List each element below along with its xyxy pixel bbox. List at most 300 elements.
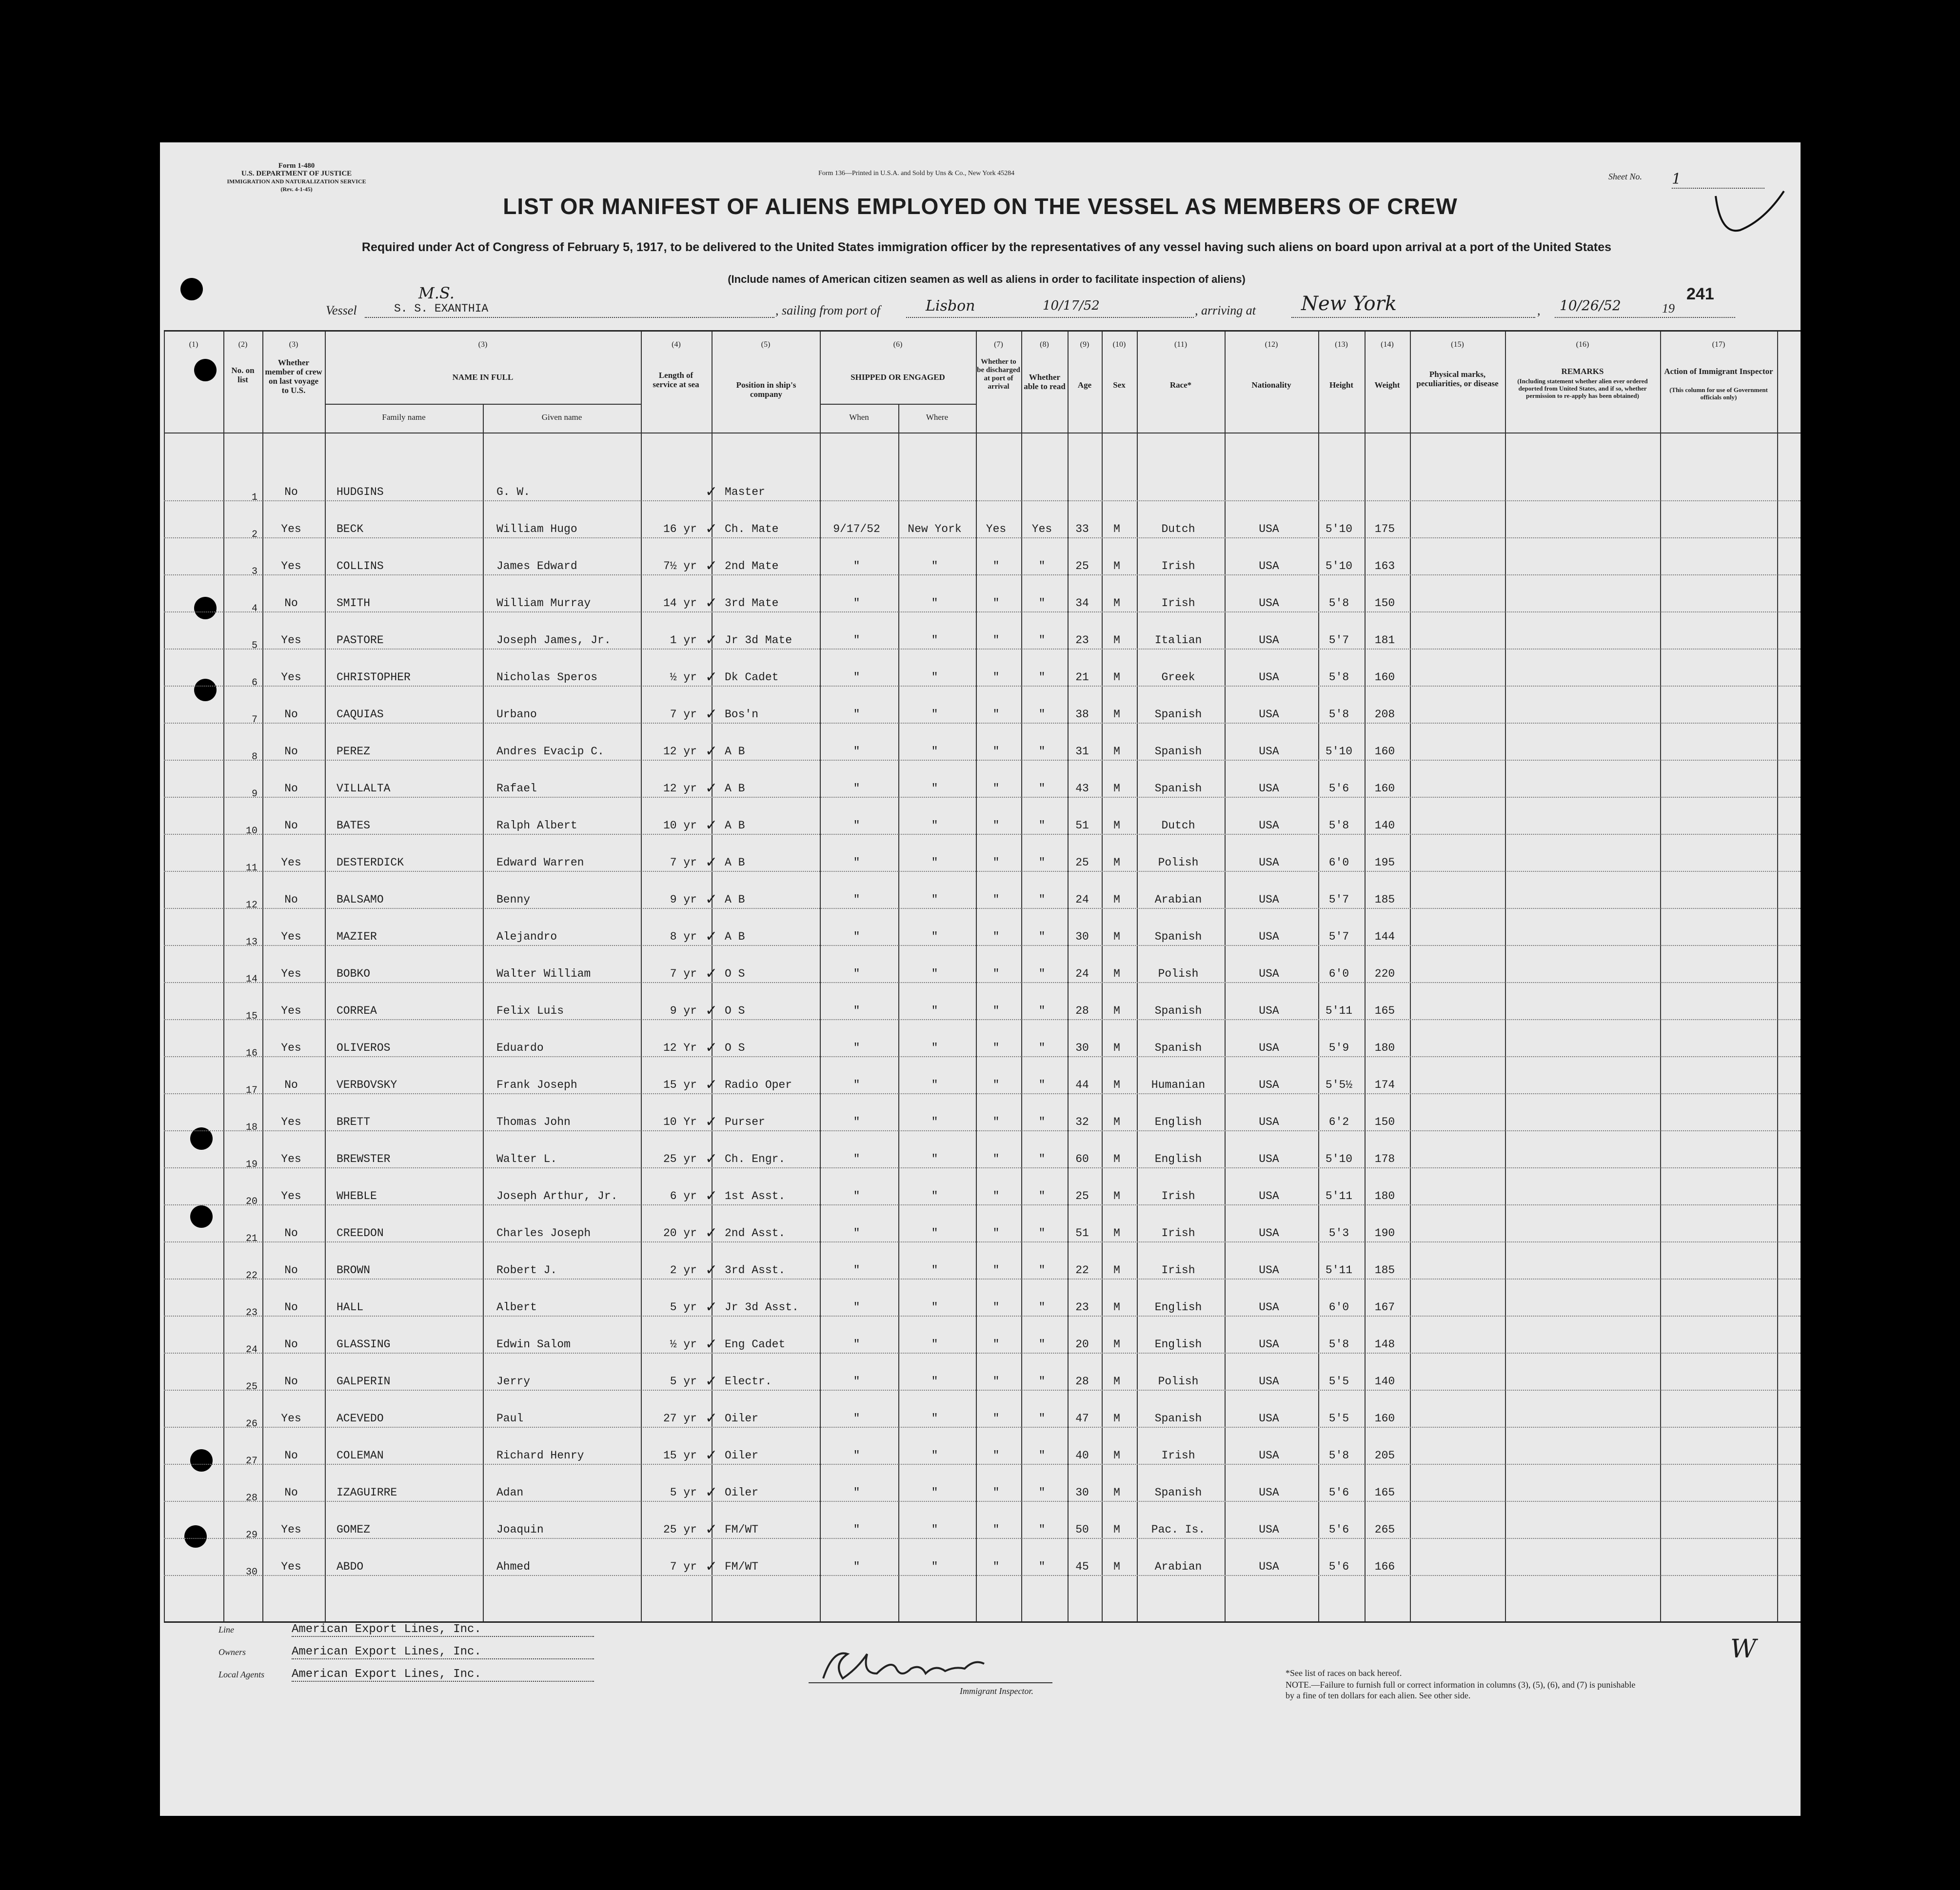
cell-position: A B xyxy=(725,856,745,869)
cell-read: " xyxy=(1038,671,1046,684)
cell-where: " xyxy=(931,671,938,684)
cell-weight: 174 xyxy=(1374,1079,1395,1091)
cell-when: " xyxy=(853,1079,860,1091)
cell-read: " xyxy=(1038,745,1046,758)
cell-age: 24 xyxy=(1075,893,1089,906)
cell-no: 19 xyxy=(245,1159,257,1170)
cell-given-name: Charles Joseph xyxy=(496,1227,591,1240)
cell-given-name: Paul xyxy=(496,1412,524,1425)
cell-where: " xyxy=(931,930,938,943)
cell-service: 15 yr xyxy=(663,1079,697,1091)
checkmark-icon: ✓ xyxy=(705,743,718,760)
cell-race: Spanish xyxy=(1154,1042,1202,1054)
cell-position: Purser xyxy=(725,1116,765,1128)
cell-when: " xyxy=(853,1523,860,1536)
cell-sex: M xyxy=(1113,634,1120,647)
cell-height: 5'8 xyxy=(1328,671,1349,684)
cell-age: 31 xyxy=(1075,745,1089,758)
col-shipped: SHIPPED OR ENGAGED xyxy=(851,373,945,382)
cell-sex: M xyxy=(1113,671,1120,684)
cell-given-name: Andres Evacip C. xyxy=(496,745,604,758)
cell-no: 6 xyxy=(251,677,257,689)
cell-sex: M xyxy=(1113,1227,1120,1240)
cell-family-name: SMITH xyxy=(337,597,371,610)
cell-service: 16 yr xyxy=(663,523,697,535)
cell-height: 5'10 xyxy=(1325,523,1353,535)
checkmark-icon: ✓ xyxy=(705,520,718,537)
punch-hole xyxy=(180,278,203,300)
cell-where: " xyxy=(931,967,938,980)
subtitle: Required under Act of Congress of February 5, 1917, to be delivered to the United States immigration officer by the representatives of any vessel having such aliens on board upon arrival at a port of the United States xyxy=(361,240,1612,254)
cell-given-name: Walter L. xyxy=(496,1153,557,1165)
col-discharged: Whether to be discharged at port of arrival xyxy=(977,358,1020,391)
cell-race: Spanish xyxy=(1154,930,1202,943)
checkmark-icon: ✓ xyxy=(705,1076,718,1093)
cell-height: 6'0 xyxy=(1328,1301,1349,1314)
cell-position: FM/WT xyxy=(725,1523,759,1536)
cell-where: " xyxy=(931,1042,938,1054)
cell-no: 9 xyxy=(251,788,257,800)
cell-where: " xyxy=(931,560,938,572)
cell-given-name: William Murray xyxy=(496,597,591,610)
cell-when: " xyxy=(853,1227,860,1240)
cell-service: 9 yr xyxy=(670,893,697,906)
subheader-rule xyxy=(820,404,976,405)
cell-height: 5'6 xyxy=(1328,782,1349,795)
cell-age: 30 xyxy=(1075,1486,1089,1499)
cell-height: 5'7 xyxy=(1328,930,1349,943)
cell-last-voyage: Yes xyxy=(281,523,301,535)
cell-weight: 180 xyxy=(1374,1042,1395,1054)
cell-last-voyage: No xyxy=(284,1301,298,1314)
inspector-signature xyxy=(813,1639,999,1688)
cell-race: Pac. Is. xyxy=(1151,1523,1206,1536)
cell-last-voyage: No xyxy=(284,1486,298,1499)
cell-discharged: " xyxy=(992,893,1000,906)
cell-age: 25 xyxy=(1075,560,1089,572)
cell-sex: M xyxy=(1113,523,1120,535)
cell-discharged: " xyxy=(992,671,1000,684)
subheader-rule xyxy=(325,404,641,405)
cell-no: 26 xyxy=(245,1418,257,1430)
cell-position: 2nd Mate xyxy=(725,560,779,572)
cell-nationality: USA xyxy=(1259,782,1279,795)
cell-given-name: Thomas John xyxy=(496,1116,571,1128)
cell-age: 30 xyxy=(1075,1042,1089,1054)
cell-no: 5 xyxy=(251,640,257,651)
cell-sex: M xyxy=(1113,1375,1120,1388)
cell-no: 15 xyxy=(245,1011,257,1022)
cell-discharged: " xyxy=(992,1079,1000,1091)
cell-given-name: Alejandro xyxy=(496,930,557,943)
cell-race: Spanish xyxy=(1154,1412,1202,1425)
cell-when: " xyxy=(853,1412,860,1425)
arriving-field xyxy=(1291,293,1535,318)
cell-position: Electr. xyxy=(725,1375,772,1388)
col-num: (6) xyxy=(893,340,903,349)
cell-nationality: USA xyxy=(1259,856,1279,869)
table-row xyxy=(164,909,1801,946)
col-num: (8) xyxy=(1040,340,1049,349)
cell-discharged: " xyxy=(992,1116,1000,1128)
cell-no: 3 xyxy=(251,566,257,577)
cell-height: 5'8 xyxy=(1328,708,1349,721)
cell-last-voyage: Yes xyxy=(281,856,301,869)
cell-weight: 148 xyxy=(1374,1338,1395,1351)
cell-where: " xyxy=(931,1079,938,1091)
cell-nationality: USA xyxy=(1259,1412,1279,1425)
cell-given-name: Edwin Salom xyxy=(496,1338,571,1351)
cell-sex: M xyxy=(1113,1004,1120,1017)
table-row xyxy=(164,946,1801,983)
cell-given-name: Walter William xyxy=(496,967,591,980)
cell-read: " xyxy=(1038,597,1046,610)
cell-weight: 165 xyxy=(1374,1004,1395,1017)
cell-race: Dutch xyxy=(1161,819,1195,832)
vessel-name: S. S. EXANTHIA xyxy=(365,301,774,318)
owners-value: American Export Lines, Inc. xyxy=(292,1645,594,1659)
cell-given-name: G. W. xyxy=(496,486,531,498)
cell-race: Irish xyxy=(1161,1227,1195,1240)
table-row xyxy=(164,650,1801,687)
cell-service: 10 yr xyxy=(663,819,697,832)
cell-given-name: Frank Joseph xyxy=(496,1079,577,1091)
cell-race: Arabian xyxy=(1154,1560,1202,1573)
col-family-name: Family name xyxy=(382,413,426,422)
cell-family-name: CHRISTOPHER xyxy=(337,671,411,684)
cell-given-name: Joseph James, Jr. xyxy=(496,634,611,647)
footer-agents-row xyxy=(218,1670,264,1680)
cell-height: 5'8 xyxy=(1328,819,1349,832)
cell-given-name: Felix Luis xyxy=(496,1004,564,1017)
cell-service: 12 Yr xyxy=(663,1042,697,1054)
penalty-note: NOTE.—Failure to furnish full or correct information in columns (3), (5), (6), and (7) is punishable by a fine of ten dollars for each alien. See other side. xyxy=(1286,1680,1636,1700)
table-row xyxy=(164,538,1801,575)
cell-sex: M xyxy=(1113,1301,1120,1314)
cell-age: 32 xyxy=(1075,1116,1089,1128)
col-num: (2) xyxy=(238,340,248,349)
cell-weight: 150 xyxy=(1374,597,1395,610)
cell-position: Oiler xyxy=(725,1449,759,1462)
cell-discharged: " xyxy=(992,1042,1000,1054)
cell-no: 14 xyxy=(245,974,257,985)
cell-race: Spanish xyxy=(1154,745,1202,758)
arrival-date: 10/26/52 xyxy=(1560,297,1621,314)
col-name-in-full: NAME IN FULL xyxy=(452,373,514,382)
cell-position: Bos'n xyxy=(725,708,759,721)
cell-given-name: Urbano xyxy=(496,708,537,721)
cell-age: 38 xyxy=(1075,708,1089,721)
cell-race: English xyxy=(1154,1338,1202,1351)
cell-last-voyage: No xyxy=(284,1079,298,1091)
table-row xyxy=(164,1539,1801,1576)
cell-last-voyage: Yes xyxy=(281,1116,301,1128)
cell-weight: 140 xyxy=(1374,1375,1395,1388)
cell-service: 1 yr xyxy=(670,634,697,647)
cell-weight: 163 xyxy=(1374,560,1395,572)
cell-read: " xyxy=(1038,782,1046,795)
revision: (Rev. 4-1-45) xyxy=(280,186,313,193)
cell-height: 5'10 xyxy=(1325,745,1353,758)
cell-no: 30 xyxy=(245,1567,257,1578)
cell-sex: M xyxy=(1113,1079,1120,1091)
cell-nationality: USA xyxy=(1259,1560,1279,1573)
cell-read: " xyxy=(1038,1375,1046,1388)
cell-weight: 160 xyxy=(1374,745,1395,758)
cell-family-name: HALL xyxy=(337,1301,364,1314)
checkmark-icon: ✓ xyxy=(705,1187,718,1204)
cell-last-voyage: No xyxy=(284,1227,298,1240)
cell-last-voyage: Yes xyxy=(281,967,301,980)
cell-race: English xyxy=(1154,1116,1202,1128)
cell-height: 5'6 xyxy=(1328,1486,1349,1499)
cell-nationality: USA xyxy=(1259,1375,1279,1388)
col-num: (3) xyxy=(478,340,488,349)
subtitle-note: (Include names of American citizen seamen as well as aliens in order to facilitate inspection of aliens) xyxy=(728,273,1246,285)
cell-last-voyage: Yes xyxy=(281,1153,301,1165)
cell-where: " xyxy=(931,745,938,758)
col-num: (9) xyxy=(1080,340,1089,349)
cell-service: 25 yr xyxy=(663,1523,697,1536)
table-row xyxy=(164,1465,1801,1502)
cell-given-name: William Hugo xyxy=(496,523,577,535)
comma: , xyxy=(1537,303,1541,317)
cell-discharged: " xyxy=(992,708,1000,721)
vessel-annotation: M.S. xyxy=(418,284,455,302)
checkmark-icon: ✓ xyxy=(705,1558,718,1575)
cell-sex: M xyxy=(1113,967,1120,980)
cell-sex: M xyxy=(1113,893,1120,906)
cell-position: Ch. Engr. xyxy=(725,1153,786,1165)
checkmark-icon: ✓ xyxy=(705,1373,718,1390)
cell-discharged: " xyxy=(992,782,1000,795)
cell-no: 4 xyxy=(251,603,257,614)
agents-label: Local Agents xyxy=(218,1670,265,1679)
cell-discharged: " xyxy=(992,856,1000,869)
cell-height: 5'6 xyxy=(1328,1560,1349,1573)
cell-sex: M xyxy=(1113,930,1120,943)
cell-nationality: USA xyxy=(1259,1227,1279,1240)
cell-no: 2 xyxy=(251,529,257,540)
table-row xyxy=(164,983,1801,1020)
cell-height: 5'11 xyxy=(1325,1190,1353,1202)
col-no-on-list: No. on list xyxy=(231,366,255,384)
cell-family-name: HUDGINS xyxy=(337,486,384,498)
cell-weight: 144 xyxy=(1374,930,1395,943)
cell-last-voyage: No xyxy=(284,1338,298,1351)
cell-discharged: " xyxy=(992,1523,1000,1536)
cell-sex: M xyxy=(1113,1190,1120,1202)
cell-sex: M xyxy=(1113,1523,1120,1536)
cell-family-name: MAZIER xyxy=(337,930,377,943)
cell-race: Humanian xyxy=(1151,1079,1206,1091)
cell-age: 24 xyxy=(1075,967,1089,980)
cell-sex: M xyxy=(1113,597,1120,610)
cell-discharged: " xyxy=(992,1153,1000,1165)
cell-sex: M xyxy=(1113,1486,1120,1499)
table-row xyxy=(164,1057,1801,1094)
cell-given-name: Jerry xyxy=(496,1375,531,1388)
cell-position: 3rd Mate xyxy=(725,597,779,610)
cell-weight: 181 xyxy=(1374,634,1395,647)
cell-race: Italian xyxy=(1154,634,1202,647)
cell-service: 15 yr xyxy=(663,1449,697,1462)
cell-sex: M xyxy=(1113,708,1120,721)
cell-nationality: USA xyxy=(1259,1338,1279,1351)
cell-when: " xyxy=(853,819,860,832)
cell-service: 9 yr xyxy=(670,1004,697,1017)
cell-where: " xyxy=(931,708,938,721)
cell-position: O S xyxy=(725,1042,745,1054)
cell-nationality: USA xyxy=(1259,1449,1279,1462)
cell-weight: 185 xyxy=(1374,1264,1395,1277)
cell-position: Radio Oper xyxy=(725,1079,792,1091)
cell-last-voyage: Yes xyxy=(281,930,301,943)
cell-height: 5'3 xyxy=(1328,1227,1349,1240)
cell-age: 40 xyxy=(1075,1449,1089,1462)
races-note: *See list of races on back hereof. xyxy=(1286,1668,1402,1678)
cell-where: " xyxy=(931,1375,938,1388)
cell-when: " xyxy=(853,856,860,869)
cell-no: 23 xyxy=(245,1307,257,1319)
cell-read: " xyxy=(1038,819,1046,832)
cell-last-voyage: No xyxy=(284,597,298,610)
cell-position: 2nd Asst. xyxy=(725,1227,786,1240)
cell-service: 7 yr xyxy=(670,1560,697,1573)
cell-position: Oiler xyxy=(725,1412,759,1425)
cell-where: " xyxy=(931,1301,938,1314)
checkmark-icon: ✓ xyxy=(705,965,718,982)
cell-where: " xyxy=(931,1153,938,1165)
cell-service: 25 yr xyxy=(663,1153,697,1165)
cell-discharged: " xyxy=(992,1412,1000,1425)
cell-read: " xyxy=(1038,1227,1046,1240)
cell-discharged: " xyxy=(992,1338,1000,1351)
cell-nationality: USA xyxy=(1259,1116,1279,1128)
cell-discharged: " xyxy=(992,1264,1000,1277)
cell-weight: 195 xyxy=(1374,856,1395,869)
cell-no: 22 xyxy=(245,1270,257,1281)
cell-age: 47 xyxy=(1075,1412,1089,1425)
checkmark-icon: ✓ xyxy=(705,1336,718,1353)
cell-race: Spanish xyxy=(1154,1486,1202,1499)
cell-position: Master xyxy=(725,486,765,498)
cell-where: " xyxy=(931,1116,938,1128)
cell-position: 3rd Asst. xyxy=(725,1264,786,1277)
cell-read: " xyxy=(1038,1301,1046,1314)
col-num: (13) xyxy=(1335,340,1348,349)
cell-family-name: GOMEZ xyxy=(337,1523,371,1536)
checkmark-icon: ✓ xyxy=(705,1410,718,1427)
cell-family-name: BATES xyxy=(337,819,371,832)
cell-family-name: OLIVEROS xyxy=(337,1042,391,1054)
cell-age: 34 xyxy=(1075,597,1089,610)
cell-family-name: PEREZ xyxy=(337,745,371,758)
cell-race: Irish xyxy=(1161,597,1195,610)
cell-family-name: DESTERDICK xyxy=(337,856,404,869)
table-row xyxy=(164,687,1801,724)
cell-family-name: COLEMAN xyxy=(337,1449,384,1462)
cell-weight: 205 xyxy=(1374,1449,1395,1462)
cell-service: 5 yr xyxy=(670,1301,697,1314)
cell-read: " xyxy=(1038,560,1046,572)
stamp-number: 241 xyxy=(1686,285,1714,303)
cell-age: 51 xyxy=(1075,819,1089,832)
table-body xyxy=(164,435,1801,1621)
year-label: 19 xyxy=(1662,301,1675,315)
agents-value: American Export Lines, Inc. xyxy=(292,1668,594,1682)
cell-last-voyage: No xyxy=(284,1375,298,1388)
cell-no: 10 xyxy=(245,826,257,837)
checkmark-icon: ✓ xyxy=(705,1447,718,1464)
cell-position: O S xyxy=(725,967,745,980)
cell-when: " xyxy=(853,1486,860,1499)
checkmark-icon: ✓ xyxy=(705,483,718,500)
cell-weight: 160 xyxy=(1374,671,1395,684)
cell-sex: M xyxy=(1113,1264,1120,1277)
cell-nationality: USA xyxy=(1259,1079,1279,1091)
cell-nationality: USA xyxy=(1259,967,1279,980)
cell-when: " xyxy=(853,893,860,906)
checkmark-icon: ✓ xyxy=(705,817,718,834)
cell-given-name: Nicholas Speros xyxy=(496,671,598,684)
col-num: (16) xyxy=(1576,340,1589,349)
col-last-voyage: Whether member of crew on last voyage to U.S. xyxy=(265,358,322,395)
col-num: (4) xyxy=(672,340,681,349)
cell-where: " xyxy=(931,893,938,906)
col-where: Where xyxy=(926,413,949,422)
cell-when: " xyxy=(853,1449,860,1462)
sailing-port: Lisbon xyxy=(926,297,975,315)
checkmark-icon: ✓ xyxy=(705,1113,718,1130)
cell-family-name: PASTORE xyxy=(337,634,384,647)
cell-weight: 160 xyxy=(1374,782,1395,795)
col-nationality: Nationality xyxy=(1251,380,1291,390)
cell-age: 21 xyxy=(1075,671,1089,684)
cell-when: " xyxy=(853,1560,860,1573)
checkmark-icon: ✓ xyxy=(705,557,718,574)
cell-age: 30 xyxy=(1075,930,1089,943)
cell-service: 20 yr xyxy=(663,1227,697,1240)
cell-when: " xyxy=(853,708,860,721)
cell-no: 20 xyxy=(245,1196,257,1207)
cell-read: " xyxy=(1038,1412,1046,1425)
cell-service: 10 Yr xyxy=(663,1116,697,1128)
cell-height: 6'0 xyxy=(1328,856,1349,869)
cell-race: Arabian xyxy=(1154,893,1202,906)
cell-service: 6 yr xyxy=(670,1190,697,1202)
cell-read: " xyxy=(1038,893,1046,906)
arriving-port: New York xyxy=(1301,293,1397,315)
cell-height: 5'5½ xyxy=(1325,1079,1353,1091)
cell-position: A B xyxy=(725,819,745,832)
cell-sex: M xyxy=(1113,1042,1120,1054)
col-num: (7) xyxy=(994,340,1003,349)
cell-read: " xyxy=(1038,1153,1046,1165)
cell-last-voyage: Yes xyxy=(281,560,301,572)
cell-read: " xyxy=(1038,1079,1046,1091)
cell-read: " xyxy=(1038,1116,1046,1128)
cell-when: " xyxy=(853,1190,860,1202)
initial-mark: W xyxy=(1730,1634,1757,1664)
cell-height: 5'5 xyxy=(1328,1375,1349,1388)
col-race: Race* xyxy=(1169,380,1192,390)
cell-age: 43 xyxy=(1075,782,1089,795)
cell-age: 23 xyxy=(1075,634,1089,647)
line-value: American Export Lines, Inc. xyxy=(292,1623,594,1637)
cell-position: A B xyxy=(725,745,745,758)
printer-line: Form 136—Printed in U.S.A. and Sold by Uns & Co., New York 45284 xyxy=(818,170,1015,177)
